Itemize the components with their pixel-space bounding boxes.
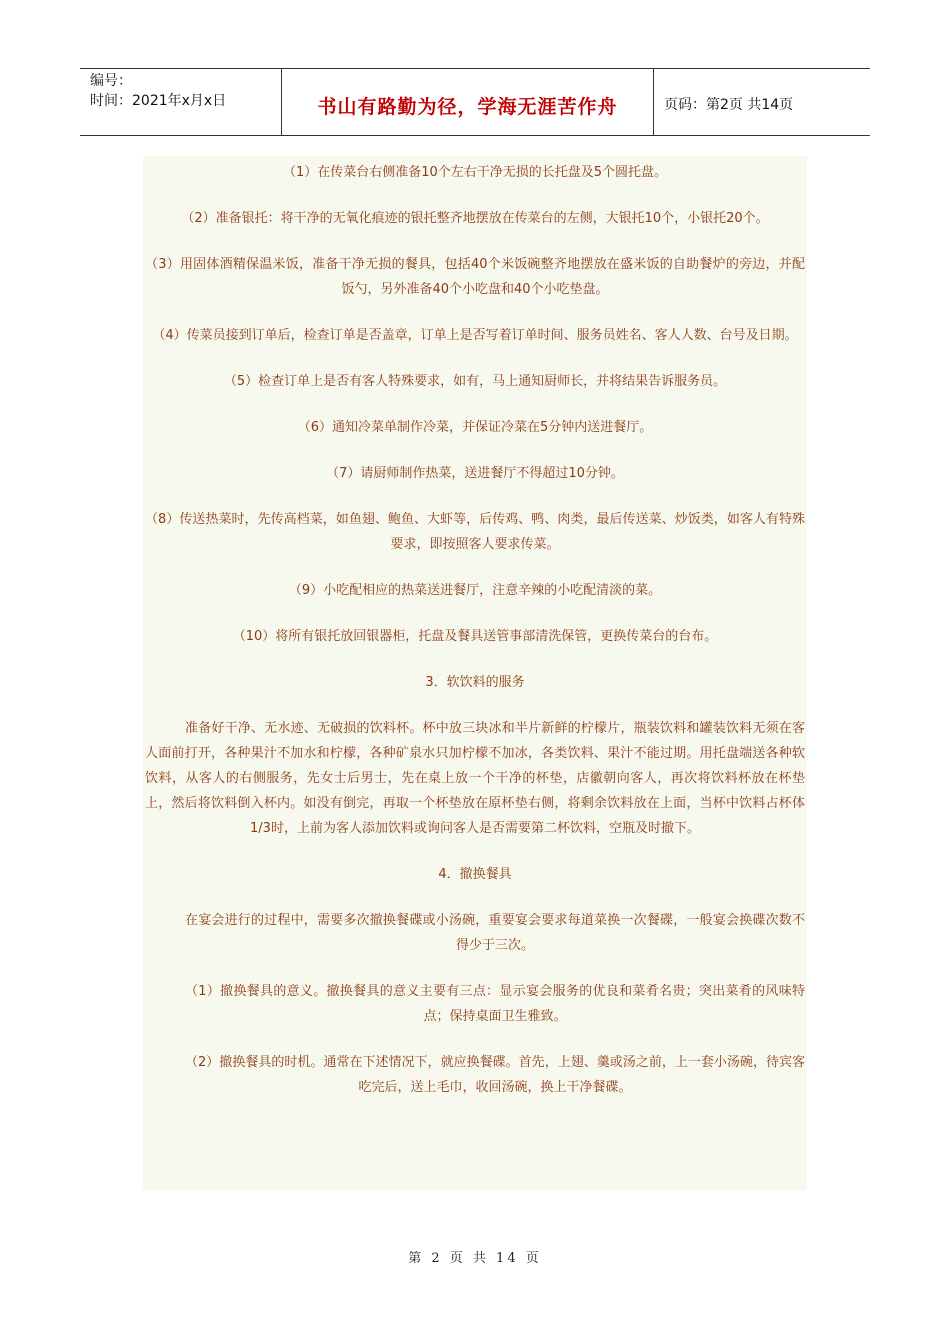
page-header [80,68,870,136]
paragraph-soft-drinks: 准备好干净、无水迹、无破损的饮料杯。杯中放三块冰和半片新鲜的柠檬片，瓶装饮料和罐装饮料无须在客人面前打开，各种果汁不加水和柠檬，各种矿泉水只加柠檬不加冰，各类饮料、果汁不能过期。用托盘端送各种软饮料，从客人的右侧服务，先女士后男士，先在桌上放一个干净的杯垫，店徽朝向客人，再次将饮料杯放在杯垫上，然后将饮料倒入杯内。如没有倒完，再取一个杯垫放在原杯垫右侧，将剩余饮料放在上面，当杯中饮料占杯体1/3时，上前为客人添加饮料或询问客人是否需要第二杯饮料，空瓶及时撤下。 [145,721,805,836]
header-motto: 书山有路勤为径，学海无涯苦作舟 [282,69,654,135]
document-number: 编号： [90,73,132,89]
section-heading-3: 3．软饮料的服务 [425,675,525,690]
page-footer: 第 2 页 共 14 页 [408,1251,542,1266]
paragraph-3: （3）用固体酒精保温米饭，准备干净无损的餐具，包括40个米饭碗整齐地摆放在盛米饭的自助餐炉的旁边，并配饭勺，另外准备40个小吃盘和40个小吃垫盘。 [145,257,805,297]
paragraph-6: （6）通知冷菜单制作冷菜，并保证冷菜在5分钟内送进餐厅。 [297,420,653,435]
paragraph-tableware-intro: 在宴会进行的过程中，需要多次撤换餐碟或小汤碗，重要宴会要求每道菜换一次餐碟，一般宴会换碟次数不得少于三次。 [185,913,805,953]
paragraph-4: （4）传菜员接到订单后，检查订单是否盖章，订单上是否写着订单时间、服务员姓名、客人人数、台号及日期。 [152,328,798,343]
header-meta [80,69,282,135]
paragraph-2: （2）准备银托：将干净的无氧化痕迹的银托整齐地摆放在传菜台的左侧，大银托10个，小银托20个。 [181,211,769,226]
section-heading-4: 4．撤换餐具 [438,867,512,882]
paragraph-tableware-meaning: （1）撤换餐具的意义。撤换餐具的意义主要有三点：显示宴会服务的优良和菜肴名贵；突出菜肴的风味特点；保持桌面卫生雅致。 [185,984,805,1024]
paragraph-5: （5）检查订单上是否有客人特殊要求，如有，马上通知厨师长，并将结果告诉服务员。 [223,374,727,389]
document-time: 时间：2021年x月x日 [90,93,227,109]
paragraph-7: （7）请厨师制作热菜，送进餐厅不得超过10分钟。 [326,466,624,481]
paragraph-9: （9）小吃配相应的热菜送进餐厅，注意辛辣的小吃配清淡的菜。 [288,583,662,598]
paragraph-8: （8）传送热菜时，先传高档菜，如鱼翅、鲍鱼、大虾等，后传鸡、鸭、肉类，最后传送菜、炒饭类，如客人有特殊要求，即按照客人要求传菜。 [145,512,805,552]
document-body [143,156,807,1190]
paragraph-1: （1）在传菜台右侧准备10个左右干净无损的长托盘及5个圆托盘。 [282,165,668,180]
header-page-info: 页码：第2页 共14页 [664,97,794,113]
paragraph-tableware-timing: （2）撤换餐具的时机。通常在下述情况下，就应换餐碟。首先，上翅、羹或汤之前，上一套小汤碗，待宾客吃完后，送上毛巾，收回汤碗，换上干净餐碟。 [185,1055,805,1095]
paragraph-10: （10）将所有银托放回银器柜，托盘及餐具送管事部清洗保管，更换传菜台的台布。 [232,629,718,644]
